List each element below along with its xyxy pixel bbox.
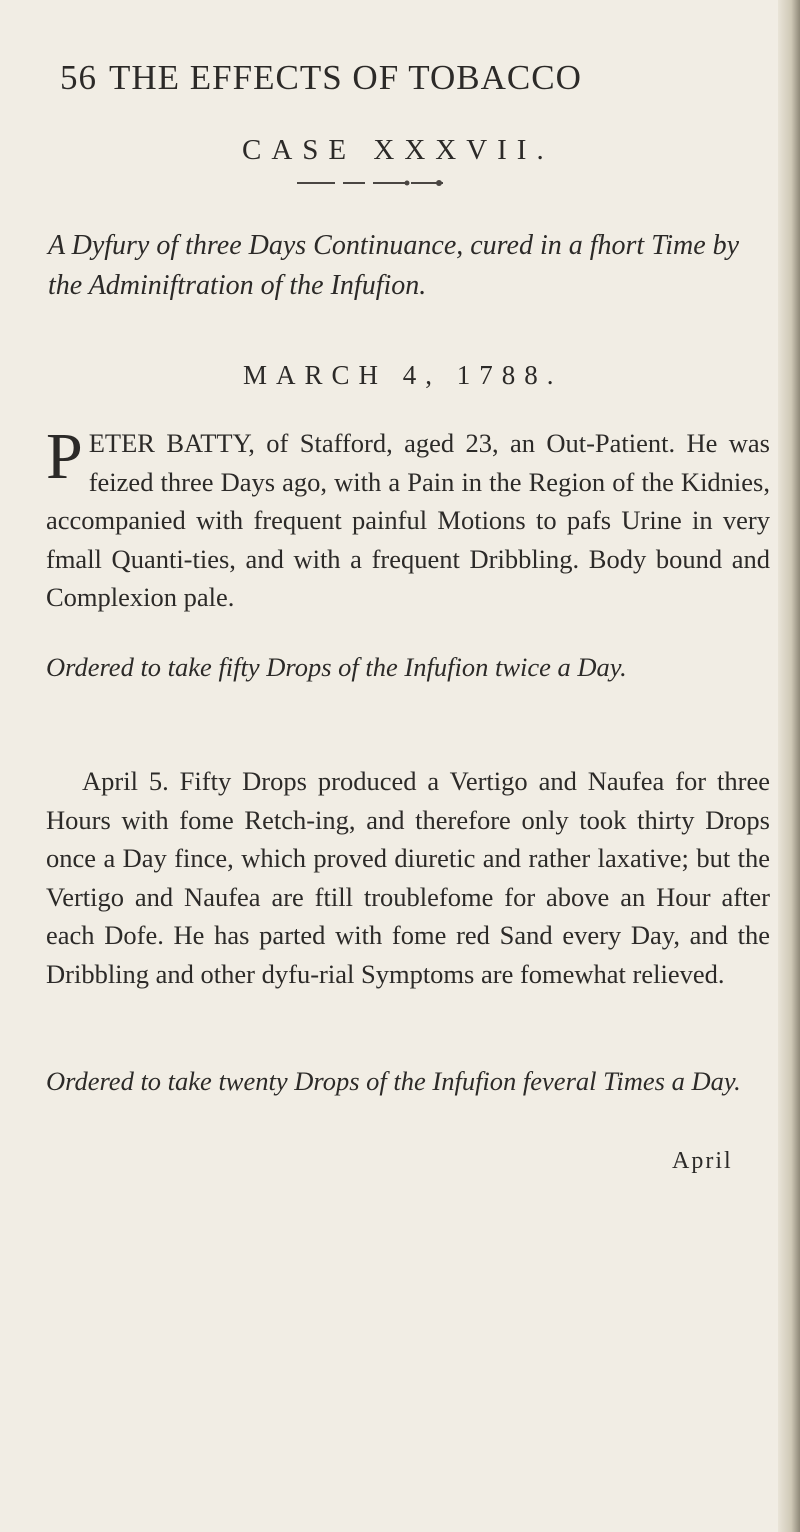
case-subtitle: A Dyfury of three Days Continuance, cured in a fhort Time by the Adminiftration of the Infufion.: [48, 230, 740, 301]
order-1: Ordered to take fifty Drops of the Infufion twice a Day.: [46, 652, 627, 682]
ornament-rule: [295, 178, 445, 188]
page-number: 56: [60, 58, 97, 97]
case-heading: CASE XXXVII.: [242, 134, 554, 166]
catchword: April: [672, 1148, 733, 1174]
running-header: [60, 58, 582, 98]
order-2: Ordered to take twenty Drops of the Infufion feveral Times a Day.: [46, 1066, 741, 1096]
case-date: MARCH 4, 1788.: [243, 360, 563, 390]
paragraph-1-text: ETER BATTY, of Stafford, aged 23, an Out-Patient. He was feized three Days ago, with a Pain in the Region of the Kidnies, accompanied with frequent painful Motions to pafs Urine in very fmall Quanti-ties, and with a frequent Dribbling. Body bound and Complexion pale.: [46, 428, 770, 612]
case-paragraph-1: [46, 420, 770, 617]
running-title: THE EFFECTS OF TOBACCO: [109, 58, 582, 97]
drop-cap: P: [46, 420, 83, 493]
page-edge-shadow: [778, 0, 800, 1532]
case-paragraph-2: April 5. Fifty Drops produced a Vertigo and Naufea for three Hours with fome Retch-ing, and therefore only took thirty Drops once a Day fince, which proved diuretic and rather laxative; but the Vertigo and Naufea are ftill troublefome for above an Hour after each Dofe. He has parted with fome red Sand every Day, and the Dribbling and other dyfu-rial Symptoms are fomewhat relieved.: [46, 766, 770, 989]
